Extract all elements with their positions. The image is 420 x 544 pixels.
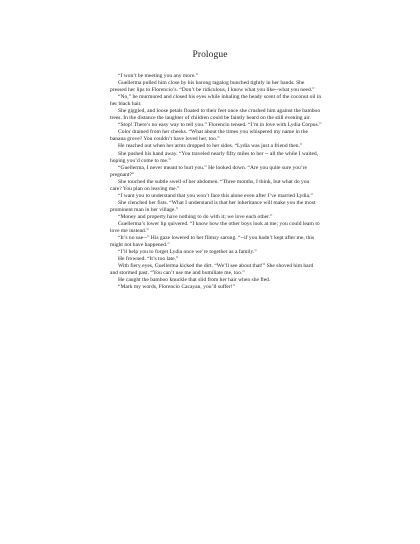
paragraph: She clenched her fists. “What I understand is that her inheritance will make you the most prominent man in her village.” xyxy=(110,199,316,213)
paragraph: “Guellerma, I never meant to hurt you.” He looked down. “Are you quite sure you’re pregnant?” xyxy=(110,164,307,178)
paragraph: “It’s no use--” His gaze lowered to her flimsy sarong. “--if you hadn’t kept after me, this might not have happened.” xyxy=(110,235,315,249)
paragraph: Guellerma pulled him close by his barong tagalog bunched tightly in her hands. She pressed her lips to Florencio’s. “Don’t be ridiculous, I know what you like--what you need.” xyxy=(110,80,315,94)
body-text xyxy=(110,73,322,291)
paragraph: “I won’t be meeting you any more.” xyxy=(118,73,199,79)
paragraph: “Money and property have nothing to do with it; we love each other.” xyxy=(118,213,273,220)
paragraph: He reached out when her arms dropped to her sides. “Lydia was just a friend then.” xyxy=(118,143,303,150)
paragraph: “I want you to understand that you won’t face this alone even after I’ve married Lydia.” xyxy=(118,192,313,199)
paragraph: He frowned. “It’s too late.” xyxy=(118,256,179,263)
paragraph: “I’ll help you to forget Lydia once we’re together as a family.” xyxy=(118,249,257,256)
paragraph: She pushed his hand away. “You traveled nearly fifty miles to her -- all the while I waited, hoping you’d come to me.” xyxy=(110,150,319,164)
paragraph: She giggled, and loose petals floated to their feet once she crushed him against the bamboo trees. In the distance the laughter of children could be faintly heard on the still evening air. xyxy=(110,108,321,122)
paragraph: She touched the subtle swell of her abdomen. “Three months, I think, but what do you care? You plan on leaving me.” xyxy=(110,178,310,192)
paragraph: He caught the bamboo knuckle that slid from her hair when she fled. xyxy=(118,277,271,284)
paragraph: Color drained from her cheeks. “What about the times you whispered my name in the banana grove? You couldn’t have loved her, too.” xyxy=(110,129,308,143)
paragraph: “No,” he murmured and closed his eyes while inhaling the heady scent of the coconut oil in her black hair. xyxy=(110,94,322,108)
paragraph: Guellerma’s lower lip quivered. “I know how the other boys look at me; you could learn to love me instead.” xyxy=(110,220,320,235)
paragraph: “Mark my words, Florencio Cacayan, you’ll suffer!” xyxy=(118,284,235,291)
paragraph: With fiery eyes, Guellerma kicked the dirt. “We’ll see about that!” She shoved him hard and stormed past. “You can’t use me and humiliate me, too.” xyxy=(110,263,314,277)
paragraph: “Stop! There’s no easy way to tell you.” Florencio tensed. “I’m in love with Lydia Corpus.” xyxy=(118,122,322,129)
chapter-title: Prologue xyxy=(192,50,228,60)
